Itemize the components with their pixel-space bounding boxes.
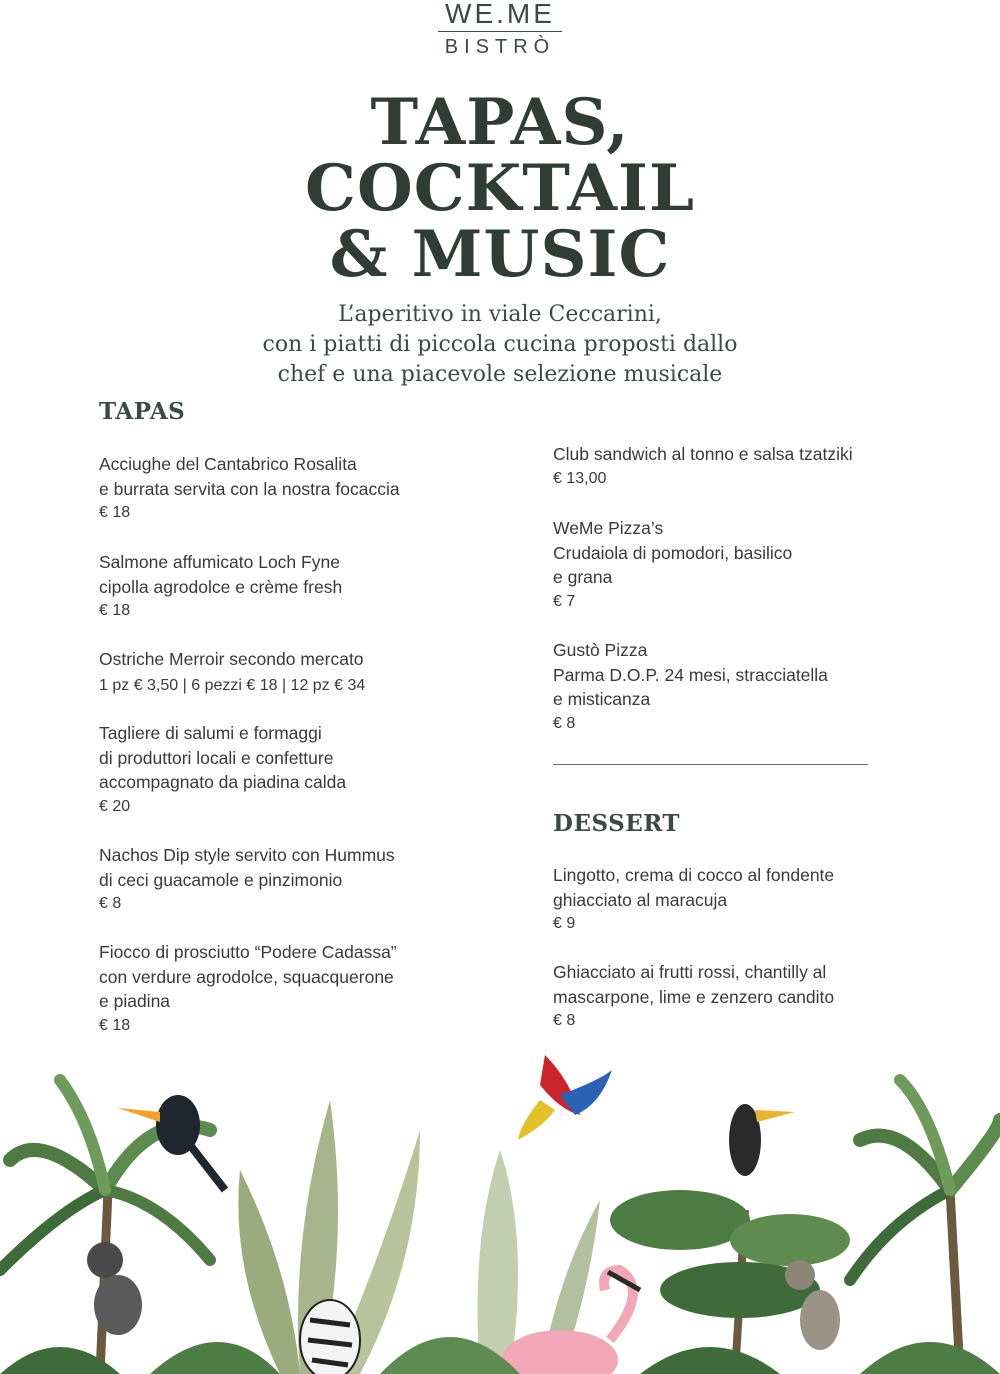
item-description: con verdure agrodolce, squacquerone [99,966,394,987]
item-description: Crudaiola di pomodori, basilico [553,542,793,563]
item-price: € 9 [553,915,576,932]
palm-tree-icon [850,1080,1000,1374]
title-line-2: COCKTAIL [305,151,695,226]
title-line-1: TAPAS, [370,85,630,160]
item-description: e piadina [99,991,171,1011]
menu-item [99,940,397,1038]
item-name: Lingotto, crema di cocco al fondente [553,865,835,885]
intro-line-1: L’aperitivo in viale Ceccarini, [338,302,662,327]
logo-subtitle: BISTRÒ [444,36,556,58]
menu-item [553,863,834,937]
page-title [0,85,1000,292]
menu-item [553,960,834,1034]
item-name: Ostriche Merroir secondo mercato [99,649,364,669]
item-price: € 13,00 [553,469,607,487]
item-name: Tagliere di salumi e formaggi [99,723,322,743]
item-description: mascarpone, lime e zenzero candito [553,986,835,1007]
monkey-icon [87,1242,142,1335]
item-description: di ceci guacamole e pinzimonio [99,869,343,890]
menu-item [99,550,342,624]
item-name: Ghiacciato ai frutti rossi, chantilly al [553,962,827,982]
item-price: € 8 [553,714,576,732]
menu-item [553,638,828,736]
parrot-icon [518,1055,612,1140]
intro-line-3: chef e una piacevole selezione musicale [277,362,723,387]
item-price: € 18 [99,504,131,521]
item-price: € 8 [553,1012,576,1029]
dessert-heading: DESSERT [553,810,681,837]
item-description: Parma D.O.P. 24 mesi, stracciatella [553,664,828,685]
item-price: € 7 [553,592,576,610]
zebra-icon [300,1300,360,1374]
item-price: € 18 [99,602,131,619]
item-description: accompagnato da piadina calda [99,772,347,792]
item-description: e misticanza [553,689,651,709]
item-price: € 8 [99,895,122,912]
jungle-illustration [0,1040,1000,1374]
item-name: Gustò Pizza [553,640,648,660]
item-name: WeMe Pizza’s [553,518,664,538]
logo [0,0,1000,58]
section-divider [553,764,868,765]
item-price: € 20 [99,797,131,815]
item-price: € 18 [99,1016,131,1034]
item-description: e grana [553,567,613,587]
menu-item [99,452,400,526]
intro-line-2: con i piatti di piccola cucina proposti dallo [262,332,738,357]
intro-text [0,300,1000,390]
item-description: e burrata servita con la nostra focaccia [99,478,400,499]
item-name: Salmone affumicato Loch Fyne [99,552,340,572]
item-name: Acciughe del Cantabrico Rosalita [99,454,357,474]
item-name: Fiocco di prosciutto “Podere Cadassa” [99,942,397,962]
item-name: Club sandwich al tonno e salsa tzatziki [553,444,853,464]
logo-rule [438,31,562,32]
menu-item [553,442,853,491]
hornbill-icon [729,1104,795,1176]
menu-item [99,843,395,917]
tapas-heading: TAPAS [99,398,186,425]
title-line-3: & MUSIC [329,217,671,292]
item-name: Nachos Dip style servito con Hummus [99,845,395,865]
menu-item [99,647,365,698]
menu-item [99,721,346,819]
logo-wordmark: WE.ME [445,0,555,29]
item-description: di produttori locali e confetture [99,747,334,768]
item-price: 1 pz € 3,50 | 6 pezzi € 18 | 12 pz € 34 [99,676,366,694]
menu-item [553,516,792,614]
item-description: cipolla agrodolce e crème fresh [99,576,343,597]
item-description: ghiacciato al maracuja [553,889,728,910]
